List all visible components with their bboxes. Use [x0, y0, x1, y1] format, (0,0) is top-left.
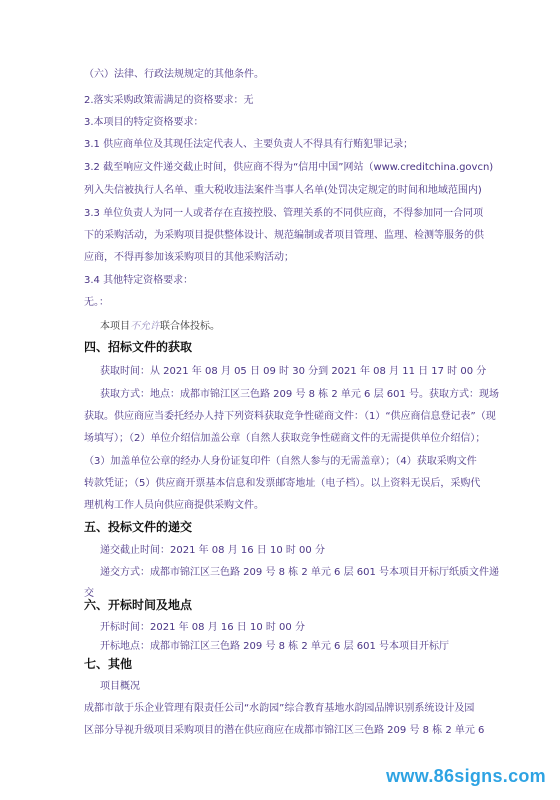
- consortium-status: 不允许: [130, 321, 160, 332]
- section-heading-opening: 六、开标时间及地点: [84, 598, 193, 612]
- paragraph-line: 递交截止时间：2021 年 08 月 16 日 10 时 00 分: [100, 545, 325, 556]
- paragraph-line: （六）法律、行政法规规定的其他条件。: [84, 69, 264, 80]
- paragraph-line: （3）加盖单位公章的经办人身份证复印件（自然人参与的无需盖章）；（4）获取采购文件: [84, 456, 477, 467]
- paragraph-line: 2.落实采购政策需满足的资格要求：无: [84, 95, 254, 106]
- paragraph-line: 3.本项目的特定资格要求：: [84, 117, 204, 128]
- paragraph-line: 理机构工作人员向供应商提供采购文件。: [84, 500, 264, 511]
- paragraph-line: 交: [84, 588, 94, 599]
- paragraph-line: 项目概况: [100, 681, 140, 692]
- paragraph-line: 开标地点：成都市锦江区三色路 209 号 8 栋 2 单元 6 层 601 号本项目开标厅: [100, 641, 450, 652]
- paragraph-line: 获取。供应商应当委托经办人持下列资料获取竞争性磋商文件：（1）“供应商信息登记表”（现: [84, 411, 496, 422]
- paragraph-line: 3.1 供应商单位及其现任法定代表人、主要负责人不得具有行贿犯罪记录；: [84, 139, 414, 150]
- section-heading-submit: 五、投标文件的递交: [84, 520, 193, 534]
- section-heading-other: 七、其他: [84, 657, 133, 671]
- consortium-line: [100, 320, 220, 333]
- consortium-prefix: 本项目: [100, 321, 130, 332]
- paragraph-line: 无。：: [84, 297, 109, 308]
- paragraph-line: 应商，不得再参加该采购项目的其他采购活动；: [84, 252, 294, 263]
- paragraph-line: 3.4 其他特定资格要求：: [84, 275, 194, 286]
- consortium-suffix: 联合体投标。: [160, 321, 220, 332]
- paragraph-line: 获取方式：地点：成都市锦江区三色路 209 号 8 栋 2 单元 6 层 601 号。获取方式：现场: [100, 389, 500, 400]
- paragraph-line: 递交方式：成都市锦江区三色路 209 号 8 栋 2 单元 6 层 601 号本项目开标厅纸质文件递: [100, 567, 500, 578]
- paragraph-line: 3.2 截至响应文件递交截止时间，供应商不得为“信用中国”网站（www.creditchina.govcn): [84, 162, 494, 173]
- paragraph-line: 列入失信被执行人名单、重大税收违法案件当事人名单(处罚决定规定的时间和地域范围内): [84, 185, 482, 196]
- section-heading-obtain: 四、招标文件的获取: [84, 340, 193, 354]
- paragraph-line: 开标时间：2021 年 08 月 16 日 10 时 00 分: [100, 622, 305, 633]
- watermark: www.86signs.com: [386, 766, 546, 786]
- paragraph-line: 3.3 单位负责人为同一人或者存在直接控股、管理关系的不同供应商，不得参加同一合同项: [84, 208, 484, 219]
- paragraph-line: 成都市歆于乐企业管理有限责任公司“水韵园”综合教育基地水韵园品牌识别系统设计及园: [84, 703, 475, 714]
- paragraph-line: 场填写）；（2）单位介绍信加盖公章（自然人获取竞争性磋商文件的无需提供单位介绍信）；: [84, 433, 486, 444]
- paragraph-line: 区部分导视升级项目采购项目的潜在供应商应在成都市锦江区三色路 209 号 8 栋 2 单元 6: [84, 725, 485, 736]
- paragraph-line: 下的采购活动，为采购项目提供整体设计、规范编制或者项目管理、监理、检测等服务的供: [84, 230, 484, 241]
- paragraph-line: 获取时间：从 2021 年 08 月 05 日 09 时 30 分到 2021 年 08 月 11 日 17 时 00 分: [100, 366, 487, 377]
- paragraph-line: 转款凭证；（5）供应商开票基本信息和发票邮寄地址（电子档）。以上资料无误后，采购代: [84, 478, 481, 489]
